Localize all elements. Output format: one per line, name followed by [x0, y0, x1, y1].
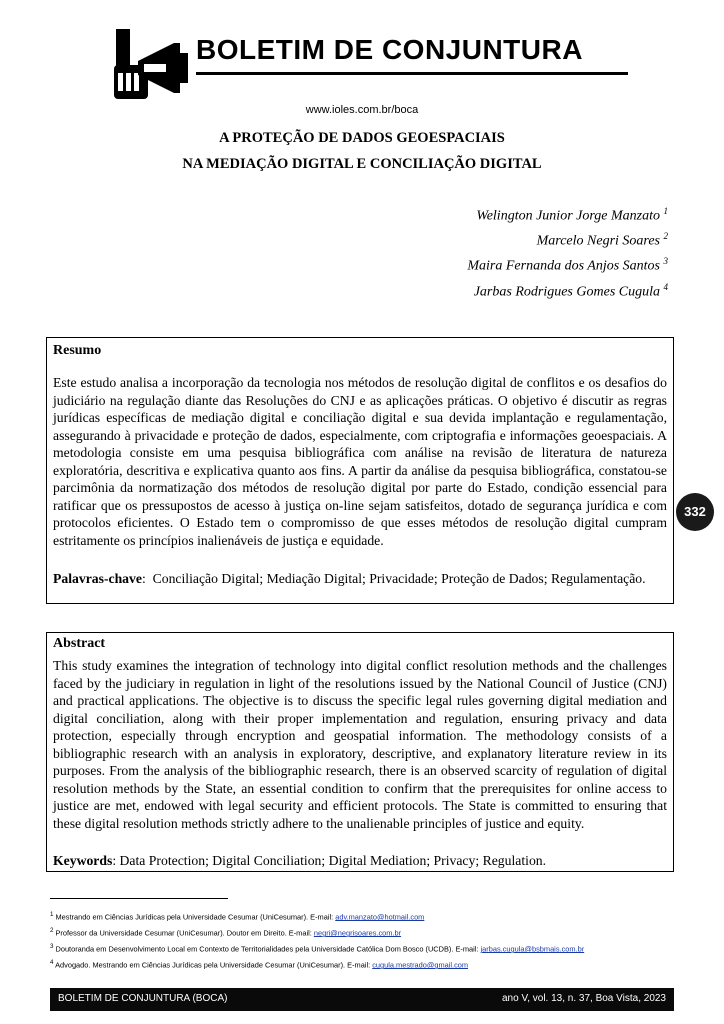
megaphone-fist-icon	[114, 25, 188, 101]
abstract-heading: Abstract	[53, 636, 106, 651]
author-4: Jarbas Rodrigues Gomes Cugula $^4$	[473, 282, 668, 300]
page-footer	[50, 988, 674, 1011]
footnote-1-email[interactable]: adv.manzato@hotmail.com	[335, 912, 425, 922]
abstract-keywords: Keywords: Data Protection; Digital Conciliation; Digital Mediation; Privacy; Regulation.	[53, 853, 547, 868]
resumo-text: Este estudo analisa a incorporação da tecnologia nos métodos de resolução digital de conflitos e os desafios do judiciário na regulação diante das Resoluções do CNJ e as aplicações práticas. O objetivo é discutir as regras jurídicas específicas de mediação digital e conciliação digital e sua devida implantação e regulamentação, assegurando à privacidade e proteção de dados, especialmente, com criptografia e informações geoespaciais. A metodologia consiste em uma pesquisa bibliográfica com análise na revisão de literatura de natureza exploratória, descritiva e explicativa quanto aos fins. A partir da análise da pesquisa bibliográfica, constatou-se parcimônia da normatização dos métodos de resolução digital por parte do Estado, condição essencial para ratificar que os pressupostos de acesso à justiça on-line sejam satisfeitos, dotado de segurança jurídica e com protocolos eficientes. O Estado tem o compromisso de que esses métodos de resolução digital cumpram estritamente os princípios inalienáveis de justiça e equidade.	[53, 375, 667, 548]
footer-journal: BOLETIM DE CONJUNTURA (BOCA)	[58, 993, 228, 1004]
author-1: Welington Junior Jorge Manzato $^1$	[476, 206, 668, 224]
footer-issue: ano V, vol. 13, n. 37, Boa Vista, 2023	[501, 993, 666, 1004]
footnote-2: $^2$ Professor da Universidade Cesumar (UniCesumar). Doutor em Direito. E-mail: negri@negrisoares.com.br	[50, 927, 402, 938]
journal-url[interactable]: www.ioles.com.br/boca	[305, 104, 419, 116]
footnote-4-email[interactable]: cugula.mestrado@gmail.com	[372, 960, 469, 970]
footnote-4: $^4$ Advogado. Mestrando em Ciências Jurídicas pela Universidade Cesumar (UniCesumar). E-mail: cugula.mestrado@gmail.com	[50, 959, 469, 970]
abstract-box	[46, 632, 674, 872]
resumo-heading: Resumo	[53, 343, 102, 358]
article-title-line-2: NA MEDIAÇÃO DIGITAL E CONCILIAÇÃO DIGITAL	[182, 156, 542, 172]
footnote-3-email[interactable]: jarbas.cugula@bsbmais.com.br	[480, 944, 585, 954]
abstract-text: This study examines the integration of technology into digital conflict resolution methods and the challenges faced by the judiciary in regulation in light of the resolutions issued by the National Council of Justice (CNJ) and practical applications. The objective is to discuss the specific legal rules governing digital mediation and digital conciliation, along with their proper implementation and regulation, ensuring privacy and data protection, especially through encryption and geospatial information. The methodology consists of a bibliographic research with an analysis in exploratory, descriptive, and explanatory literature review in its purposes. From the analysis of the bibliographic research, there is an observed scarcity of regulation of digital resolution methods by the State, an essential condition to confirm that the prerequisites for online access to justice are met, endowed with legal security and efficient protocols. The State is committed to ensuring that these digital resolution methods strictly adhere to the unalienable principles of justice and equity.	[53, 658, 667, 831]
journal-brand: BOLETIM DE CONJUNTURA	[196, 34, 583, 65]
footnote-1: $^1$ Mestrando em Ciências Jurídicas pela Universidade Cesumar (UniCesumar). E-mail: adv.manzato@hotmail.com	[50, 911, 425, 922]
footnote-3: $^3$ Doutoranda em Desenvolvimento Local em Contexto de Territorialidades pela Universidade Católica Dom Bosco (UCDB). E-mail: jarbas.cugula@bsbmais.com.br	[50, 943, 585, 954]
resumo-keywords: Palavras-chave: Conciliação Digital; Mediação Digital; Privacidade; Proteção de Dados; Regulamentação.	[53, 571, 646, 586]
page-number-badge: 332	[676, 493, 714, 531]
footnote-divider	[50, 898, 228, 899]
author-3: Maira Fernanda dos Anjos Santos $^3$	[467, 256, 668, 274]
author-2: Marcelo Negri Soares $^2$	[536, 231, 668, 249]
brand-underline	[196, 72, 628, 75]
resumo-box	[46, 337, 674, 604]
article-title-line-1: A PROTEÇÃO DE DADOS GEOESPACIAIS	[219, 130, 505, 146]
footnote-2-email[interactable]: negri@negrisoares.com.br	[313, 928, 402, 938]
